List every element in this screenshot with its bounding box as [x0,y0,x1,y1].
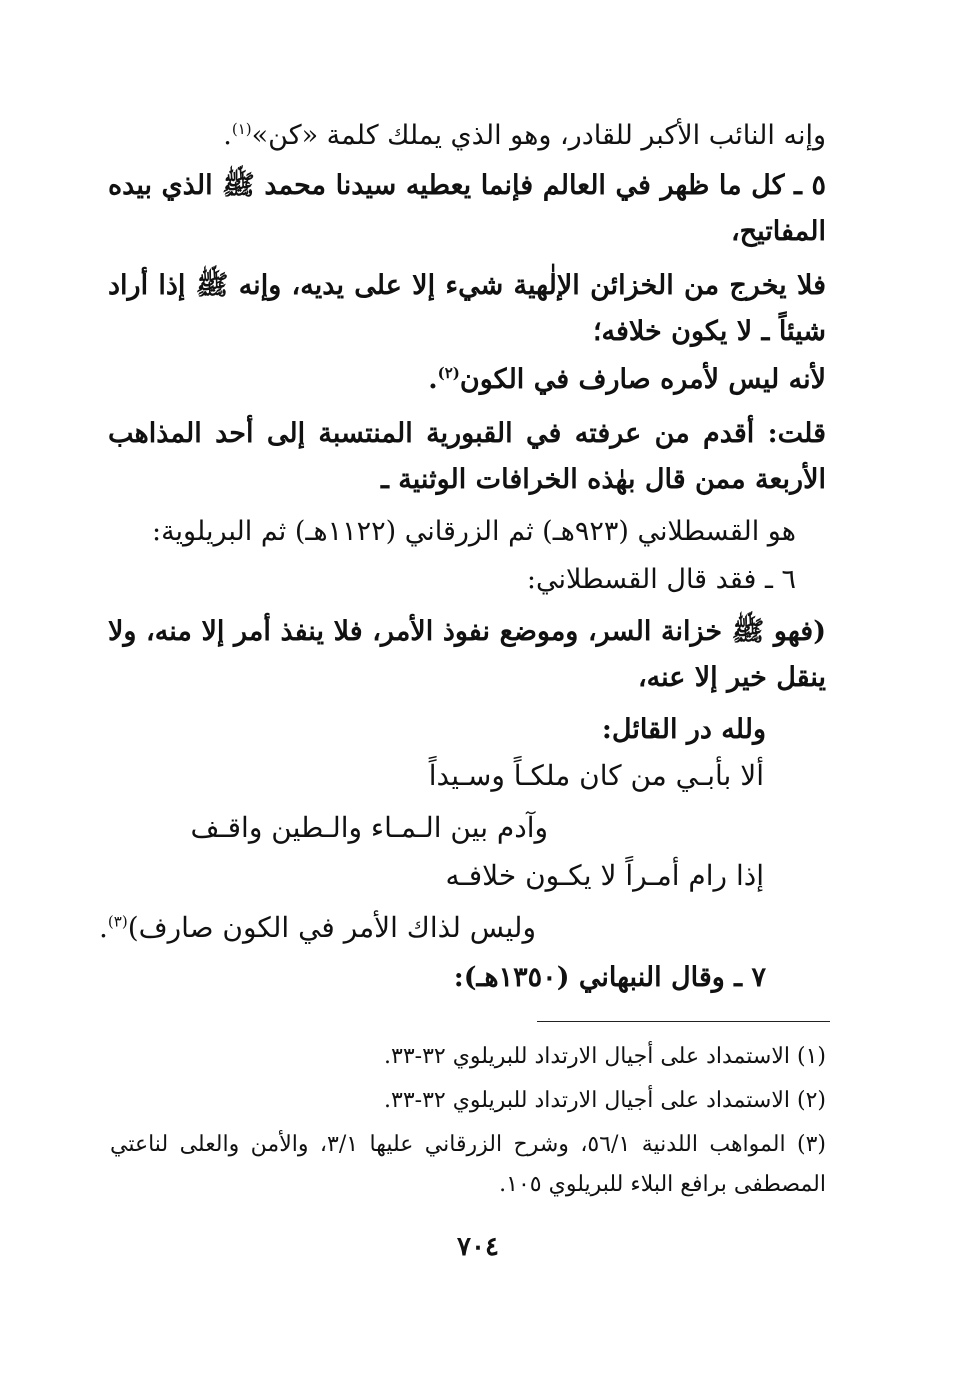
footnote-ref-2: (٢) [437,364,460,382]
body-line-6 [428,362,826,398]
verse-text: وليس لذاك الأمر في الكون صارف) [127,911,536,944]
punctuation: . [99,911,108,944]
verse-3: إذا رام أمـراً لا يكـون خلافـه [445,859,764,892]
punctuation: . [428,364,438,395]
verse-2: وآدم بين الـمـاء والـطين واقـف [190,811,548,844]
body-line-7: قلت: أقدم من عرفته في القبورية المنتسبة إلى أحد المذاهب [108,418,826,449]
body-line-1 [223,118,826,154]
body-line-13: ولله در القائل: [601,714,766,745]
body-line-2: ٥ ـ كل ما ظهر في العالم فإنما يعطيه سيدنا محمد ﷺ الذي بيده [108,170,826,201]
body-line-14: ٧ ـ وقال النبهاني (١٣٥٠هـ): [453,962,766,993]
footnote-2: (٢) الاستمداد على أجيال الارتداد للبريلوي ٣٢-٣٣. [384,1088,826,1113]
verse-4 [99,910,536,946]
footnote-ref-3: (٣) [107,912,128,931]
footnote-1: (١) الاستمداد على أجيال الارتداد للبريلوي ٣٢-٣٣. [384,1044,826,1069]
body-line-5: شيئاً ـ لا يكون خلافه؛ [592,316,826,347]
body-text: وإنه النائب الأكبر للقادر، وهو الذي يملك كلمة «كن» [251,120,826,151]
body-text: لأنه ليس لأمره صارف في الكون [459,364,826,395]
body-line-8: الأربعة ممن قال بهٰذه الخرافات الوثنية ـ [381,464,826,495]
body-line-11: (فهو ﷺ خزانة السر، وموضع نفوذ الأمر، فلا ينفذ أمر إلا منه، ولا [108,616,826,647]
body-line-10: ٦ ـ فقد قال القسطلاني: [526,564,796,595]
footnote-divider [537,1021,830,1022]
body-line-12: ينقل خير إلا عنه، [637,662,826,693]
page-number: ٧٠٤ [457,1232,499,1262]
body-line-3: المفاتيح، [730,216,826,247]
footnote-ref-1: (١) [231,120,252,138]
footnote-3-continued: المصطفى برافع البلاء للبريلوي ١٠٥. [499,1172,826,1197]
punctuation: . [223,120,232,151]
body-line-4: فلا يخرج من الخزائن الإلٰهية شيء إلا على يديه، وإنه ﷺ إذا أراد [108,270,826,301]
footnote-3: (٣) المواهب اللدنية ٥٦/١، وشرح الزرقاني عليها ٣/١، والأمن والعلى لناعتي [110,1132,826,1157]
verse-1: ألا بأبـي من كان ملكـاً وسـيداً [428,759,764,792]
body-line-9: هو القسطلاني (٩٢٣هـ) ثم الزرقاني (١١٢٢هـ) ثم البريلوية: [151,516,796,547]
